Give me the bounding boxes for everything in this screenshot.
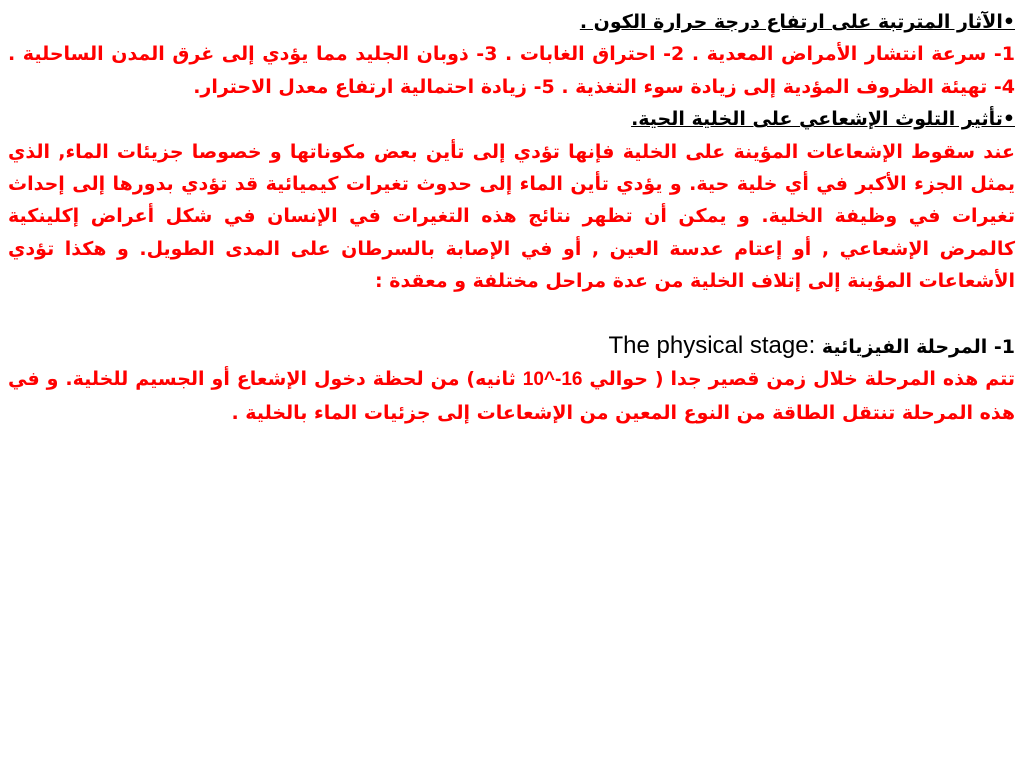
stage-number: 1- [993, 336, 1015, 359]
physical-stage-paragraph [8, 363, 1015, 429]
global-warming-effects-list: 1- سرعة انتشار الأمراض المعدية . 2- احتراق الغابات . 3- ذوبان الجليد مما يؤدي إلى غرق المدن الساحلية . 4- تهيئة الظروف المؤدية إلى زيادة سوء التغذية . 5- زيادة احتمالية ارتفاع معدل الاحترار. [8, 43, 1015, 98]
stage-english-title: The physical stage: [608, 332, 816, 360]
slide-content [8, 6, 1015, 429]
physical-stage-heading [8, 330, 1015, 363]
radiation-effect-heading: •تأثير التلوث الإشعاعي على الخلية الحية. [631, 108, 1015, 131]
stage-body-before: تتم هذه المرحلة خلال زمن قصير جدا ( حوالي [582, 368, 1015, 391]
stage-body-after: ثانيه) من لحظة دخول الإشعاع أو الجسيم للخلية. و في هذه المرحلة تنتقل الطاقة من النوع المعين من الإشعاعات إلى جزئيات الماء بالخلية . [8, 368, 1015, 424]
stage-time-value: 10^-16 [522, 369, 583, 391]
global-warming-effects-heading: •الآثار المترتبة على ارتفاع درجة حرارة الكون . [579, 11, 1015, 33]
stage-arabic-title: المرحلة الفيزيائية [821, 336, 988, 359]
spacer [8, 298, 1015, 330]
radiation-effect-paragraph: عند سقوط الإشعاعات المؤينة على الخلية فإنها تؤدي إلى تأين بعض مكوناتها و خصوصا جزيئات الماء, الذي يمثل الجزء الأكبر في أي خلية حية. و يؤدي تأين الماء إلى حدوث تغيرات كيميائية قد تؤدي بدورها إلى إحداث تغيرات في وظيفة الخلية. و يمكن أن تظهر نتائج هذه التغيرات في الإنسان في شكل أعراض إكلينكية كالمرض الإشعاعي , أو إعتام عدسة العين , أو في الإصابة بالسرطان على المدى الطويل. و هكذا تؤدي الأشعاعات المؤينة إلى إتلاف الخلية من عدة مراحل مختلفة و معقدة : [8, 140, 1015, 293]
